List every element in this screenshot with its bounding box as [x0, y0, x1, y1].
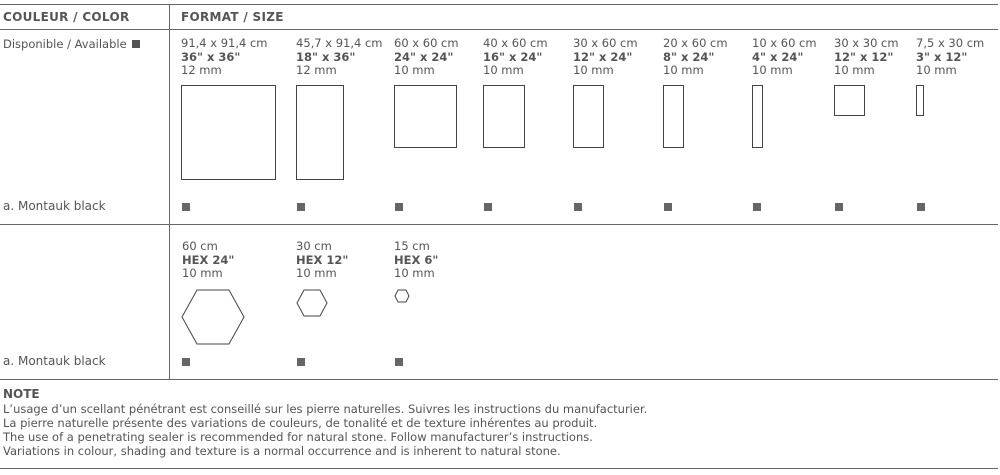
hex-imperial: HEX 24" — [182, 252, 235, 267]
header-format: FORMAT / SIZE — [181, 10, 284, 24]
format-thickness: 10 mm — [394, 63, 435, 77]
hex-metric: 15 cm — [394, 239, 430, 253]
format-metric: 10 x 60 cm — [752, 36, 817, 50]
format-imperial: 8" x 24" — [663, 49, 715, 64]
column-divider — [169, 4, 170, 379]
format-imperial: 12" x 12" — [834, 49, 894, 64]
format-thickness: 12 mm — [181, 63, 222, 77]
hex-shape-6 — [394, 289, 410, 303]
availability-marker — [395, 358, 403, 366]
hex-metric: 30 cm — [296, 239, 332, 253]
format-thickness: 10 mm — [483, 63, 524, 77]
availability-marker — [297, 358, 305, 366]
format-metric: 30 x 60 cm — [573, 36, 638, 50]
availability-marker — [835, 203, 843, 211]
hex-thickness: 10 mm — [394, 266, 435, 280]
tile-shape-3x12 — [916, 85, 924, 116]
page-bottom-rule — [0, 468, 998, 469]
format-item — [752, 37, 817, 78]
availability-marker — [917, 203, 925, 211]
availability-marker — [484, 203, 492, 211]
tile-shape-4x24 — [752, 85, 763, 148]
tile-shape-24x24 — [394, 85, 457, 148]
format-thickness: 10 mm — [573, 63, 614, 77]
tile-shape-8x24 — [663, 85, 684, 148]
note-line: La pierre naturelle présente des variations de couleurs, de tonalité et de texture inhérentes au produit. — [3, 416, 598, 430]
hex-format-item — [296, 240, 348, 281]
format-item — [181, 37, 268, 78]
hex-metric: 60 cm — [182, 239, 218, 253]
availability-marker — [182, 203, 190, 211]
format-imperial: 12" x 24" — [573, 49, 633, 64]
tile-shape-12x12 — [834, 85, 865, 116]
hex-shape-12 — [296, 289, 328, 317]
format-imperial: 3" x 12" — [916, 49, 968, 64]
availability-marker — [297, 203, 305, 211]
availability-square-icon — [132, 40, 140, 48]
format-thickness: 10 mm — [752, 63, 793, 77]
format-metric: 60 x 60 cm — [394, 36, 459, 50]
format-item — [573, 37, 638, 78]
note-line: The use of a penetrating sealer is recommended for natural stone. Follow manufacturer’s instructions. — [3, 430, 593, 444]
header-rule — [0, 29, 998, 30]
availability-label: Disponible / Available — [3, 37, 127, 51]
note-title: NOTE — [3, 387, 40, 401]
tile-shape-16x24 — [483, 85, 525, 148]
format-thickness: 12 mm — [296, 63, 337, 77]
hex-thickness: 10 mm — [296, 266, 337, 280]
format-metric: 20 x 60 cm — [663, 36, 728, 50]
format-item — [834, 37, 899, 78]
color-label: a. Montauk black — [3, 199, 106, 213]
hex-imperial: HEX 6" — [394, 252, 439, 267]
availability-marker — [574, 203, 582, 211]
format-item — [296, 37, 383, 78]
color-label: a. Montauk black — [3, 354, 106, 368]
availability-legend — [3, 37, 140, 51]
format-imperial: 24" x 24" — [394, 49, 454, 64]
hex-shape-24 — [181, 289, 245, 345]
tile-shape-36x36 — [181, 85, 276, 180]
format-thickness: 10 mm — [663, 63, 704, 77]
format-item — [663, 37, 728, 78]
availability-marker — [753, 203, 761, 211]
format-imperial: 16" x 24" — [483, 49, 543, 64]
note-line: L’usage d’un scellant pénétrant est conseillé sur les pierre naturelles. Suivres les instructions du manufacturier. — [3, 402, 648, 416]
header-color: COULEUR / COLOR — [3, 10, 130, 24]
top-rule — [0, 4, 998, 5]
table-bottom-rule — [0, 379, 998, 380]
availability-marker — [182, 358, 190, 366]
format-metric: 91,4 x 91,4 cm — [181, 36, 268, 50]
hex-format-item — [182, 240, 234, 281]
format-item — [916, 37, 984, 78]
hex-format-item — [394, 240, 438, 281]
format-item — [394, 37, 459, 78]
format-metric: 45,7 x 91,4 cm — [296, 36, 383, 50]
tile-shape-12x24 — [573, 85, 604, 148]
availability-marker — [664, 203, 672, 211]
format-metric: 30 x 30 cm — [834, 36, 899, 50]
format-item — [483, 37, 548, 78]
format-thickness: 10 mm — [916, 63, 957, 77]
note-line: Variations in colour, shading and texture is a normal occurrence and is inherent to natural stone. — [3, 444, 561, 458]
row-separator — [0, 224, 998, 225]
hex-thickness: 10 mm — [182, 266, 223, 280]
format-metric: 40 x 60 cm — [483, 36, 548, 50]
format-imperial: 18" x 36" — [296, 49, 356, 64]
hex-imperial: HEX 12" — [296, 252, 349, 267]
format-imperial: 4" x 24" — [752, 49, 804, 64]
format-metric: 7,5 x 30 cm — [916, 36, 985, 50]
tile-shape-18x36 — [296, 85, 344, 180]
format-imperial: 36" x 36" — [181, 49, 241, 64]
format-thickness: 10 mm — [834, 63, 875, 77]
availability-marker — [395, 203, 403, 211]
